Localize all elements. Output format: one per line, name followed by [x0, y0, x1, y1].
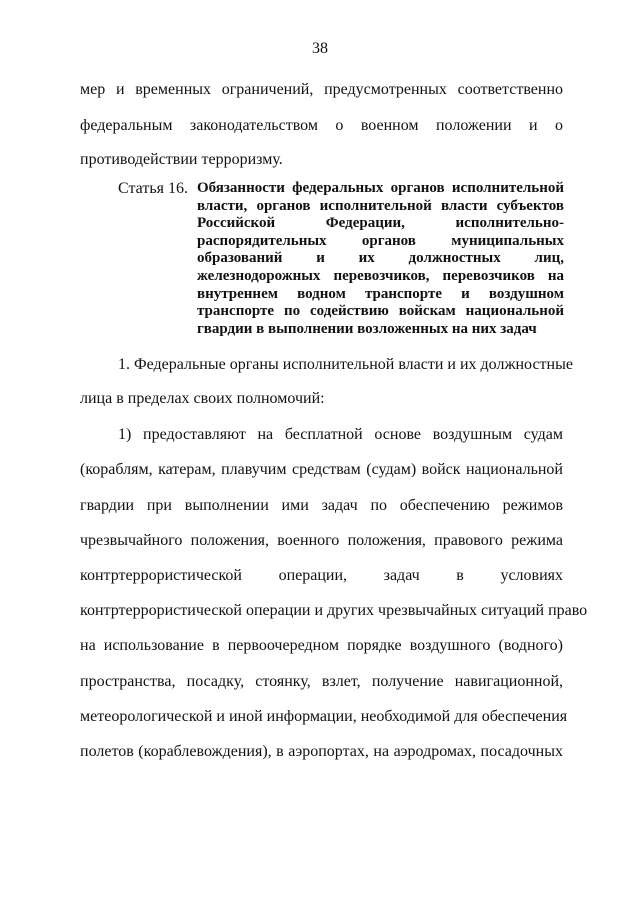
intro-line-2: федеральным законодательством о военном положении и о [80, 117, 563, 134]
article-title-line-5: образований и их должностных лиц, [197, 250, 564, 267]
paragraph-2-line-4: чрезвычайного положения, военного положения, правового режима [80, 532, 563, 549]
paragraph-2-line-2: (кораблям, катерам, плавучим средствам (судам) войск национальной [80, 461, 563, 478]
page-number: 38 [312, 40, 328, 57]
paragraph-2-line-8: пространства, посадку, стоянку, взлет, получение навигационной, [80, 673, 563, 690]
intro-line-1: мер и временных ограничений, предусмотренных соответственно [80, 81, 563, 98]
paragraph-2-line-1: 1) предоставляют на бесплатной основе воздушным судам [118, 426, 563, 443]
paragraph-2-line-9: метеорологической и иной информации, необходимой для обеспечения [80, 708, 568, 725]
paragraph-1-line-1: 1. Федеральные органы исполнительной власти и их должностные [118, 356, 573, 373]
paragraph-2-line-5: контртеррористической операции, задач в условиях [80, 567, 563, 584]
intro-line-3: противодействии терроризму. [80, 151, 283, 168]
paragraph-2-line-3: гвардии при выполнении ими задач по обеспечению режимов [80, 497, 563, 514]
article-title-line-7: внутреннем водном транспорте и воздушном [197, 285, 564, 302]
article-title-line-6: железнодорожных перевозчиков, перевозчиков на [197, 267, 564, 284]
article-title-line-1: Обязанности федеральных органов исполнительной [197, 180, 564, 196]
article-title [197, 180, 564, 338]
article-title-line-8: транспорте по содействию войскам национальной [197, 303, 564, 320]
paragraph-2-line-7: на использование в первоочередном порядке воздушного (водного) [80, 637, 563, 654]
article-title-line-4: распорядительных органов муниципальных [197, 232, 564, 249]
article-label: Статья 16. [118, 180, 188, 197]
article-title-line-2: власти, органов исполнительной власти субъектов [197, 197, 564, 214]
paragraph-1-line-2: лица в пределах своих полномочий: [80, 390, 325, 407]
article-title-line-3: Российской Федерации, исполнительно- [197, 215, 564, 232]
article-title-line-9: гвардии в выполнении возложенных на них задач [197, 320, 537, 337]
paragraph-2-line-10: полетов (кораблевождения), в аэропортах, на аэродромах, посадочных [80, 743, 563, 760]
paragraph-2-line-6: контртеррористической операции и других чрезвычайных ситуаций право [80, 602, 588, 619]
